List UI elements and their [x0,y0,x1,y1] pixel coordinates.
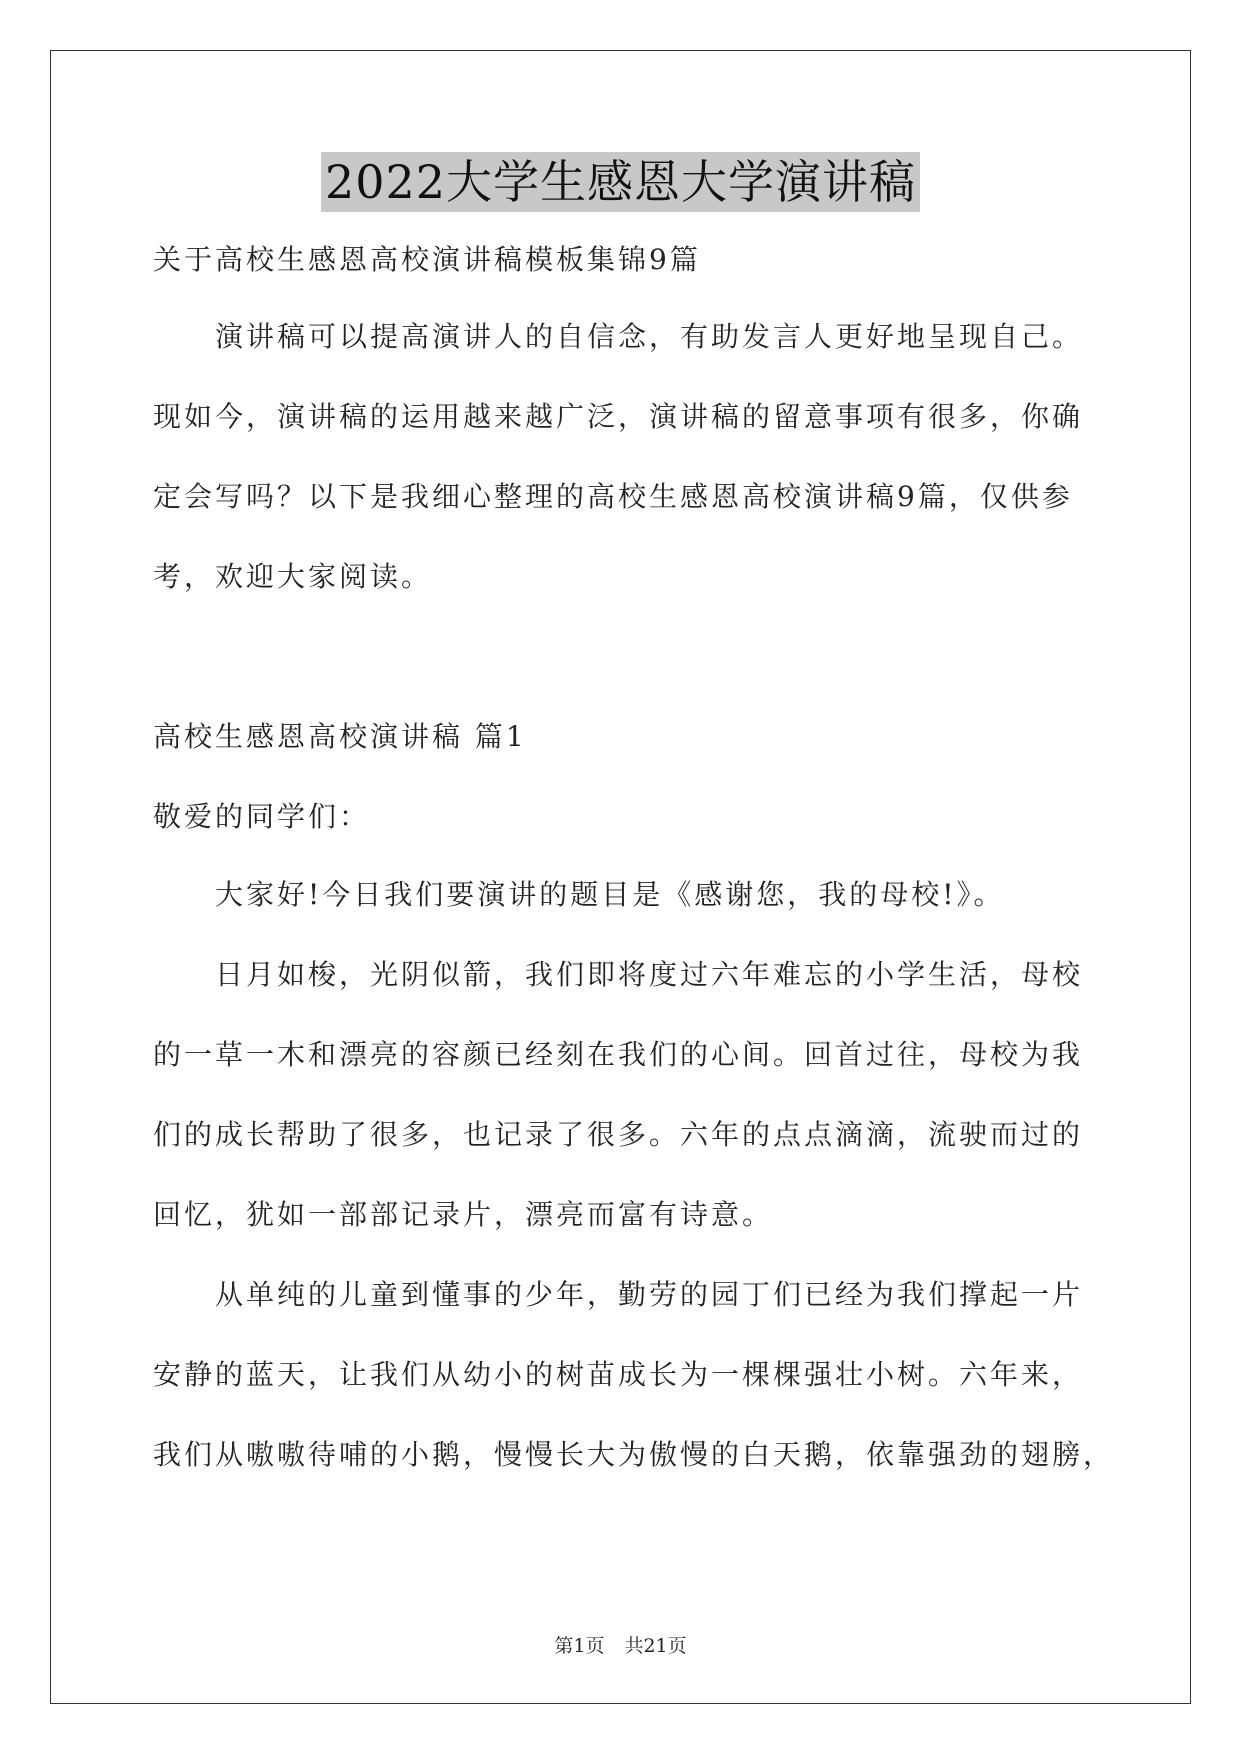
page-number: 第1页 [554,1635,605,1657]
document-body [153,240,1115,1475]
paragraph-line: 安静的蓝天，让我们从幼小的树苗成长为一棵棵强壮小树。六年来， [153,1358,1084,1391]
page-footer [0,1634,1241,1658]
page-total: 共21页 [624,1635,687,1657]
intro-line: 现如今，演讲稿的运用越来越广泛，演讲稿的留意事项有很多，你确 [153,400,1084,433]
section-heading: 高校生感恩高校演讲稿 篇1 [153,720,527,753]
intro-line: 考，欢迎大家阅读。 [153,560,433,593]
paragraph-line: 回忆，犹如一部部记录片，漂亮而富有诗意。 [153,1198,774,1231]
document-title-wrap [0,152,1241,212]
paragraph-line: 们的成长帮助了很多，也记录了很多。六年的点点滴滴，流驶而过的 [153,1118,1084,1151]
greeting: 敬爱的同学们： [153,800,371,833]
paragraph-line: 的一草一木和漂亮的容颜已经刻在我们的心间。回首过往，母校为我 [153,1038,1084,1071]
intro-line: 定会写吗？以下是我细心整理的高校生感恩高校演讲稿9篇，仅供参 [153,480,1073,513]
paragraph-line: 日月如梭，光阴似箭，我们即将度过六年难忘的小学生活，母校 [215,958,1084,991]
document-subtitle: 关于高校生感恩高校演讲稿模板集锦9篇 [153,243,701,276]
intro-line: 演讲稿可以提高演讲人的自信念，有助发言人更好地呈现自己。 [215,320,1084,353]
paragraph-line: 从单纯的儿童到懂事的少年，勤劳的园丁们已经为我们撑起一片 [215,1278,1084,1311]
document-title: 2022大学生感恩大学演讲稿 [321,152,920,212]
paragraph-line: 大家好!今日我们要演讲的题目是《感谢您，我的母校!》。 [215,878,1005,911]
paragraph-line: 我们从嗷嗷待哺的小鹅，慢慢长大为傲慢的白天鹅，依靠强劲的翅膀， [153,1438,1115,1471]
